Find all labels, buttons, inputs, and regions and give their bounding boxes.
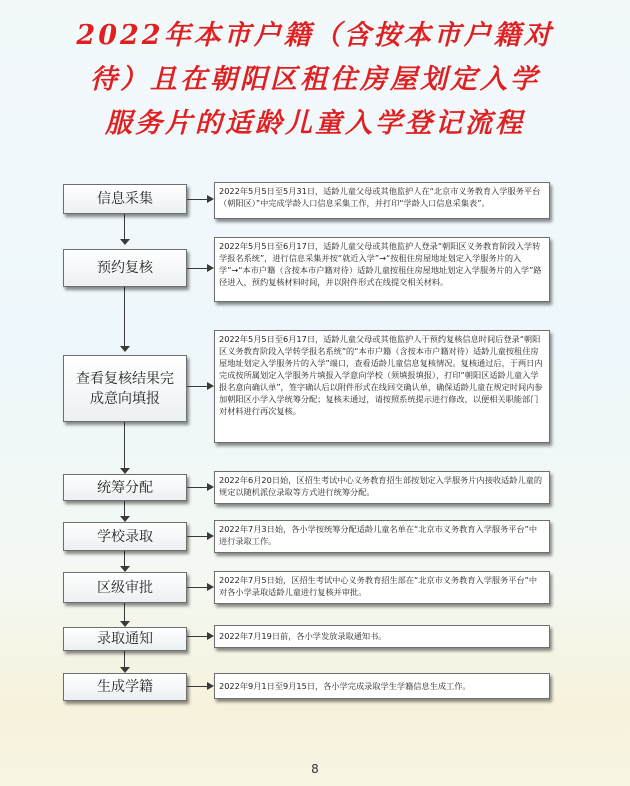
connector-line bbox=[124, 603, 125, 623]
connector-line bbox=[187, 536, 208, 537]
step-label: 录取通知 bbox=[97, 631, 153, 647]
step-description: 2022年9月1日至9月15日，各小学完成录取学生学籍信息生成工作。 bbox=[214, 673, 550, 699]
arrow-right-icon bbox=[207, 583, 214, 591]
title-line-1: 2022年本市户籍（含按本市户籍对 bbox=[76, 20, 554, 51]
step-description: 2022年6月20日始，区招生考试中心义务教育招生部按划定入学服务片内接收适龄儿童的规定以随机派位录取等方式进行统筹分配。 bbox=[214, 471, 550, 504]
title-line-2: 待）且在朝阳区租住房屋划定入学 bbox=[90, 64, 540, 95]
step-description: 2022年7月19日前，各小学发放录取通知书。 bbox=[214, 625, 550, 648]
step-box-check-result bbox=[63, 355, 187, 422]
step-label: 学校录取 bbox=[97, 528, 153, 545]
step-description: 2022年5月5日至5月31日，适龄儿童父母或其他监护人在“北京市义务教育入学服务平台（朝阳区）”中完成学龄人口信息采集工作，并打印“学龄人口信息采集表”。 bbox=[214, 182, 550, 219]
page-title bbox=[0, 14, 630, 146]
connector-line bbox=[124, 422, 125, 470]
step-box-allocation bbox=[63, 474, 187, 501]
step-box-school-admission bbox=[63, 522, 187, 551]
arrow-right-icon bbox=[207, 682, 214, 690]
page-number: 8 bbox=[311, 762, 319, 776]
step-description: 2022年5月5日至6月17日，适龄儿童父母或其他监护人登录“朝阳区义务教育阶段入学转学报名系统”，进行信息采集并按“就近入学”→“按租住房屋地址划定入学服务片的入学”→“本市户籍（含按本市户籍对待）适龄儿童按租住房屋地址划定入学服务片的入学”路径进入，预约复核材料时间，并以附件形式在线提交相关材料。 bbox=[214, 237, 550, 302]
step-description: 2022年5月5日至6月17日，适龄儿童父母或其他监护人于预约复核信息时间后登录“朝阳区义务教育阶段入学转学报名系统”的“本市户籍（含按本市户籍对待）适龄儿童按租住房屋地址划定入学服务片的入学”端口，查看适龄儿童信息复核情况。复核通过后，于两日内完成按所属划定入学服务片填报入学意向学校（须填报填报），打印“朝阳区适龄儿童入学报名意向确认单”，签字确认后以附件形式在线回交确认单，确保适龄儿童在规定时间内参加朝阳区小学入学统筹分配；复核未通过，请按照系统提示进行修改，以便相关职能部门对材料进行再次复核。 bbox=[214, 330, 550, 443]
step-label: 统筹分配 bbox=[97, 479, 153, 496]
step-label: 查看复核结果完成意向填报 bbox=[76, 370, 174, 407]
step-box-admission-notice bbox=[63, 627, 187, 651]
arrow-right-icon bbox=[207, 195, 214, 203]
arrow-right-icon bbox=[207, 382, 214, 390]
step-label: 区级审批 bbox=[97, 579, 153, 596]
connector-line bbox=[124, 213, 125, 241]
arrow-right-icon bbox=[207, 532, 214, 540]
arrow-right-icon bbox=[207, 483, 214, 491]
step-box-student-record bbox=[63, 673, 187, 701]
step-description: 2022年7月3日始，各小学按统筹分配适龄儿童名单在“北京市义务教育入学服务平台”中进行录取工作。 bbox=[214, 520, 550, 553]
connector-line bbox=[187, 587, 208, 588]
connector-line bbox=[124, 287, 125, 348]
connector-line bbox=[187, 487, 208, 488]
arrow-right-icon bbox=[207, 632, 214, 640]
title-line-3: 服务片的适龄儿童入学登记流程 bbox=[105, 108, 525, 139]
connector-line bbox=[187, 199, 208, 200]
connector-line bbox=[187, 636, 208, 637]
step-label: 信息采集 bbox=[97, 191, 153, 207]
connector-line bbox=[187, 686, 208, 687]
step-label: 预约复核 bbox=[97, 260, 153, 276]
step-label: 生成学籍 bbox=[97, 679, 153, 695]
step-box-info-collection bbox=[63, 184, 187, 214]
arrow-down-icon bbox=[120, 239, 130, 245]
arrow-down-icon bbox=[120, 346, 130, 352]
step-description: 2022年7月5日始，区招生考试中心义务教育招生部在“北京市义务教育入学服务平台”中对各小学录取适龄儿童进行复核并审批。 bbox=[214, 571, 550, 604]
step-box-district-approval bbox=[63, 572, 187, 603]
connector-line bbox=[187, 268, 208, 269]
arrow-right-icon bbox=[207, 264, 214, 272]
step-box-appointment-review bbox=[63, 249, 187, 287]
connector-line bbox=[187, 386, 208, 387]
